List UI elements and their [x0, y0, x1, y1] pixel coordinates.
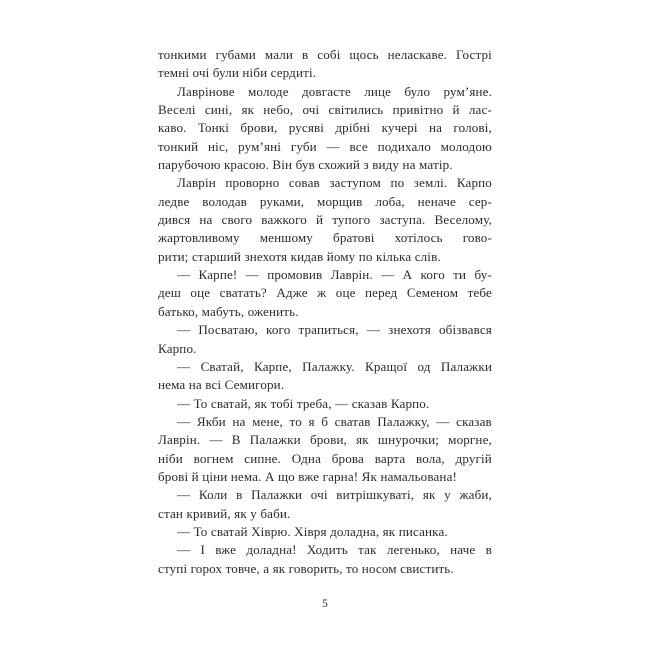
- text-line: дився на свого важкого й тупого заступа. Веселому,: [158, 212, 492, 228]
- text-line: тонкий ніс, рум’яні губи — все подихало молодою: [158, 138, 492, 154]
- narrative-paragraph: [158, 83, 492, 175]
- dialogue-paragraph: [158, 358, 492, 395]
- text-line: батько, мабуть, оженить.: [158, 303, 299, 319]
- dialogue-paragraph: [158, 541, 492, 578]
- text-line: Карпо.: [158, 340, 197, 356]
- text-line: брові й ціни нема. А що вже гарна! Як намальована!: [158, 468, 458, 484]
- text-line: стан кривий, як у баби.: [158, 505, 291, 521]
- dialogue-paragraph: [158, 395, 492, 413]
- text-line: — Посватаю, кого трапиться, — знехотя обізвався: [177, 322, 492, 338]
- text-line: темні очі були ніби сердиті.: [158, 65, 317, 81]
- dialogue-paragraph: [158, 321, 492, 358]
- text-line: ступі горох товче, а як говорить, то носом свистить.: [158, 560, 454, 576]
- page-text-body: [158, 46, 492, 578]
- text-line: — То сватай, як тобі треба, — сказав Карпо.: [177, 395, 430, 411]
- dialogue-paragraph: [158, 486, 492, 523]
- text-line: — Коли в Палажки очі витрішкуваті, як у жаби,: [177, 487, 492, 503]
- text-line: ледве володав руками, морщив лоба, неначе сер-: [158, 193, 492, 209]
- dialogue-paragraph: [158, 266, 492, 321]
- text-line: жартовливому меншому братові хотілось гово-: [158, 230, 492, 246]
- text-line: деш оце сватать? Адже ж оце перед Семеном тебе: [158, 285, 492, 301]
- text-line: Лаврін проворно совав заступом по землі. Карпо: [177, 175, 492, 191]
- page-number: 5: [322, 598, 328, 610]
- dialogue-paragraph: [158, 523, 492, 541]
- text-line: — Сватай, Карпе, Палажку. Кращої од Палажки: [177, 358, 492, 374]
- text-line: Лаврін. — В Палажки брови, як шнурочки; моргне,: [158, 432, 492, 448]
- narrative-paragraph: [158, 174, 492, 266]
- text-line: — То сватай Хіврю. Хівря доладна, як писанка.: [177, 523, 448, 539]
- narrative-paragraph: [158, 46, 492, 83]
- text-line: Веселі сині, як небо, очі світились привітно й лас-: [158, 102, 492, 118]
- text-line: — Якби на мене, то я б сватав Палажку, — сказав: [177, 413, 492, 429]
- text-line: ніби вогнем сипне. Одна брова варта вола, другій: [158, 450, 492, 466]
- text-line: каво. Тонкі брови, русяві дрібні кучері на голові,: [158, 120, 492, 136]
- text-line: Лаврінове молоде довгасте лице було рум’яне.: [177, 83, 492, 99]
- text-line: нема на всі Семигори.: [158, 377, 285, 393]
- text-line: — І вже доладна! Ходить так легенько, наче в: [177, 542, 492, 558]
- text-line: рити; старший знехотя кидав йому по кілька слів.: [158, 248, 441, 264]
- text-line: парубочою красою. Він був схожий з виду на матір.: [158, 157, 453, 173]
- dialogue-paragraph: [158, 413, 492, 486]
- text-line: тонкими губами мали в собі щось неласкаве. Гострі: [158, 47, 492, 62]
- text-line: — Карпе! — промовив Лаврін. — А кого ти бу-: [177, 267, 492, 283]
